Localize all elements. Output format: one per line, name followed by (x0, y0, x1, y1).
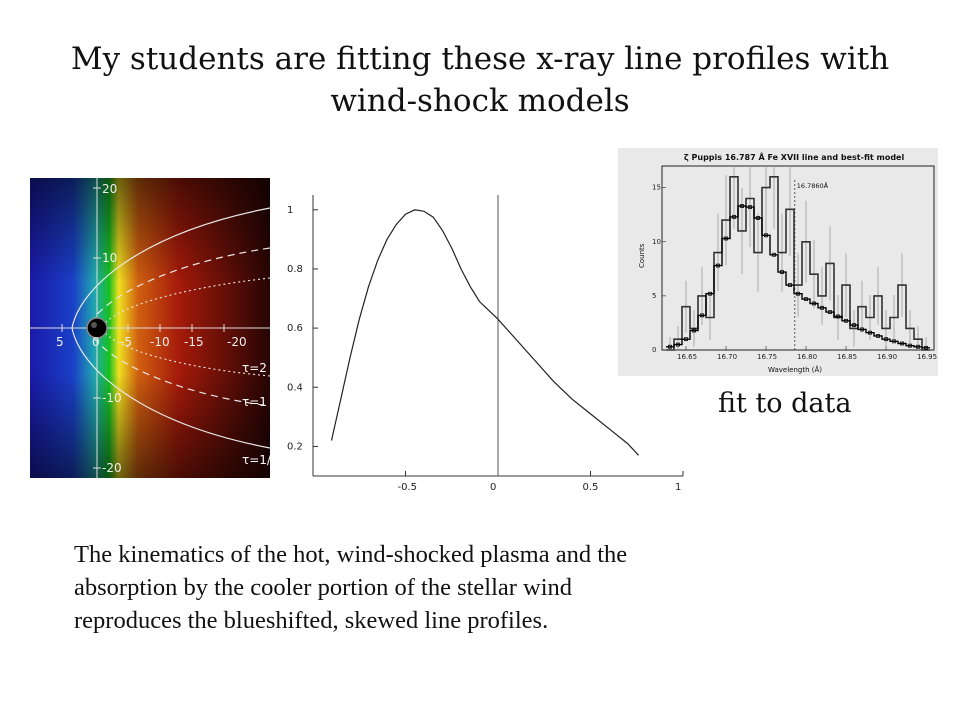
wind-shock-map (30, 178, 279, 478)
y-tick-label: 20 (102, 182, 118, 196)
data-fit-chart (618, 148, 938, 376)
x-tick-label: 16.70 (717, 353, 738, 361)
y-tick-label: 10 (102, 251, 118, 265)
x-tick-label: -15 (184, 335, 204, 349)
y-tick-label: 10 (652, 237, 661, 246)
x-tick-label: 0.5 (582, 482, 599, 493)
y-tick-label: 0.8 (287, 263, 303, 275)
y-tick-label: 1 (287, 204, 294, 216)
x-tick-label: -5 (120, 335, 132, 349)
tau-label: τ=1/2 (242, 453, 279, 467)
y-tick-label: 0 (652, 346, 657, 354)
slide-title: My students are fitting these x-ray line profiles with wind-shock models (70, 41, 890, 119)
x-tick-label: 16.85 (837, 353, 858, 361)
y-tick-label: 15 (652, 183, 661, 192)
x-tick-label: 16.80 (797, 353, 818, 361)
x-tick-label: 16.95 (917, 353, 938, 361)
annotation-label: 16.7860Å (796, 182, 829, 190)
x-tick-label: 16.90 (877, 353, 898, 361)
fit-x-axis-label: Wavelength (Å) (768, 366, 823, 374)
x-tick-label: -10 (150, 335, 170, 349)
tau-label: τ=2 (242, 361, 267, 375)
x-tick-label: 16.75 (757, 353, 778, 361)
model-profile-line (332, 210, 639, 455)
y-tick-label: -10 (102, 391, 122, 405)
x-tick-label: 1 (675, 482, 682, 493)
x-tick-label: -0.5 (397, 482, 418, 493)
y-tick-label: 5 (652, 291, 657, 300)
fit-caption: fit to data (718, 388, 852, 419)
x-tick-label: 0 (490, 482, 497, 493)
x-tick-label: 0 (92, 335, 100, 349)
x-tick-label: 16.65 (677, 353, 698, 361)
body-paragraph: The kinematics of the hot, wind-shocked plasma and the absorption by the cooler portion of the stellar wind reproduces the blueshifted, skewed line profiles. (74, 541, 628, 634)
tau-label: τ=1 (242, 395, 267, 409)
y-tick-label: 0.6 (287, 323, 303, 335)
x-tick-label: -20 (227, 335, 247, 349)
fit-chart-title: ζ Puppis 16.787 Å Fe XVII line and best-fit model (684, 153, 905, 162)
y-tick-label: -20 (102, 461, 122, 475)
y-tick-label: 0.2 (287, 441, 303, 453)
fit-y-axis-label: Counts (638, 243, 646, 268)
y-tick-label: 0.4 (287, 382, 303, 394)
x-tick-label: 5 (56, 335, 64, 349)
